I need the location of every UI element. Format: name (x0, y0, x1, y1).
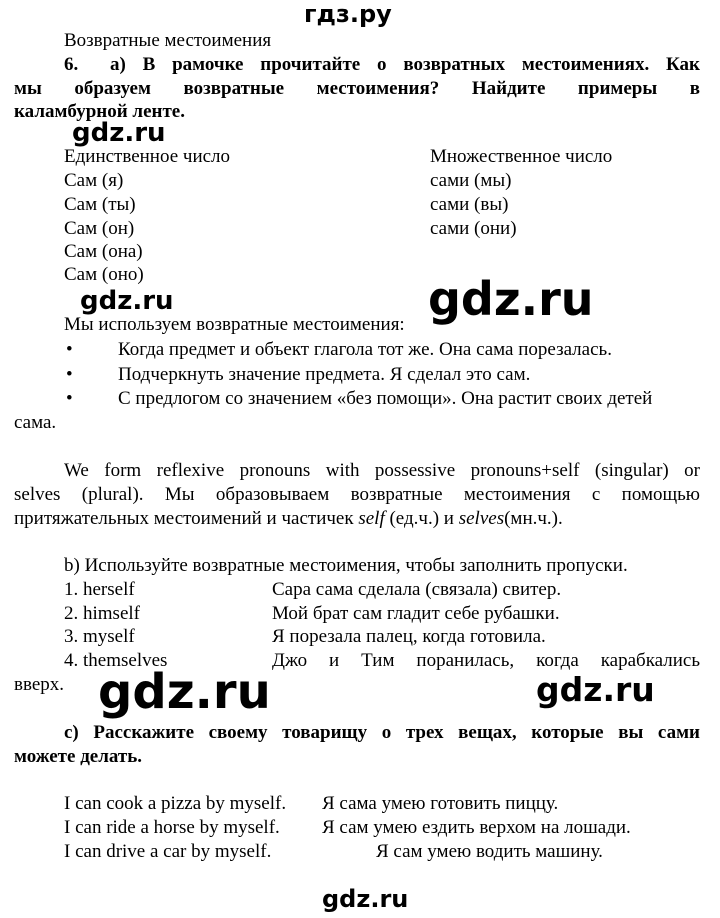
plural-item: сами (мы) (430, 170, 512, 191)
example-en: I can drive a car by myself. (64, 841, 272, 862)
watermark: gdz.ru (536, 670, 655, 709)
plural-item: сами (они) (430, 218, 517, 239)
formation-text: (ед.ч.) и (384, 508, 459, 529)
answer-sentence: Джо и Тим поранилась, когда карабкались (272, 650, 700, 671)
answer-sentence: Сара сама сделала (связала) свитер. (272, 579, 562, 600)
usage-bullet: Когда предмет и объект глагола тот же. Она сама порезалась. (118, 339, 612, 360)
bullet-dot: • (66, 364, 73, 385)
section-title: Возвратные местоимения (64, 30, 272, 51)
task-c-line2: можете делать. (14, 746, 143, 767)
singular-item: Сам (он) (64, 218, 135, 239)
watermark: gdz.ru (98, 664, 271, 720)
example-ru: Я сам умею ездить верхом на лошади. (322, 817, 631, 838)
usage-intro: Мы используем возвратные местоимения: (64, 314, 405, 335)
bullet-dot: • (66, 388, 73, 409)
self-term: self (358, 508, 385, 529)
formation-line1: We form reflexive pronouns with possessive pronouns+self (singular) or (64, 460, 700, 481)
task6-line2: мы образуем возвратные местоимения? Найдите примеры в (14, 78, 700, 99)
answer: 2. himself (64, 603, 140, 624)
site-header: гдз.ру (304, 0, 392, 28)
singular-item: Сам (ты) (64, 194, 136, 215)
watermark: gdz.ru (72, 118, 166, 148)
formation-text: (мн.ч.). (504, 508, 563, 529)
singular-item: Сам (она) (64, 241, 143, 262)
answer-sentence: Я порезала палец, когда готовила. (272, 626, 546, 647)
watermark: gdz.ru (322, 885, 409, 913)
plural-item: сами (вы) (430, 194, 509, 215)
task6-line3: каламбурной ленте. (14, 101, 185, 122)
example-ru: Я сама умею готовить пиццу. (322, 793, 559, 814)
answer: 1. herself (64, 579, 135, 600)
answer: 3. myself (64, 626, 135, 647)
task-b-continuation: вверх. (14, 674, 65, 695)
usage-bullet: Подчеркнуть значение предмета. Я сделал это сам. (118, 364, 531, 385)
formation-line2: selves (plural). Мы образовываем возвратные местоимения с помощью (14, 484, 700, 505)
example-en: I can cook a pizza by myself. (64, 793, 287, 814)
task-number: 6. (64, 54, 79, 75)
task-b-title: b) Используйте возвратные местоимения, чтобы заполнить пропуски. (64, 555, 628, 576)
selves-term: selves (458, 508, 505, 529)
task6-line1: a) В рамочке прочитайте о возвратных местоимениях. Как (110, 54, 700, 75)
usage-bullet: С предлогом со значением «без помощи». Она растит своих детей (118, 388, 653, 409)
formation-text: притяжательных местоимений и частичек (14, 508, 359, 529)
singular-item: Сам (я) (64, 170, 124, 191)
example-ru: Я сам умею водить машину. (376, 841, 603, 862)
watermark: gdz.ru (428, 272, 594, 326)
watermark: gdz.ru (80, 286, 174, 316)
answer: 4. themselves (64, 650, 168, 671)
example-en: I can ride a horse by myself. (64, 817, 280, 838)
formation-line3 (14, 508, 563, 530)
task-c-line1: c) Расскажите своему товарищу о трех вещах, которые вы сами (64, 722, 700, 743)
bullet-dot: • (66, 339, 73, 360)
plural-header: Множественное число (430, 146, 613, 167)
answer-sentence: Мой брат сам гладит себе рубашки. (272, 603, 560, 624)
singular-header: Единственное число (64, 146, 231, 167)
singular-item: Сам (оно) (64, 264, 144, 285)
usage-continuation: сама. (14, 412, 57, 433)
